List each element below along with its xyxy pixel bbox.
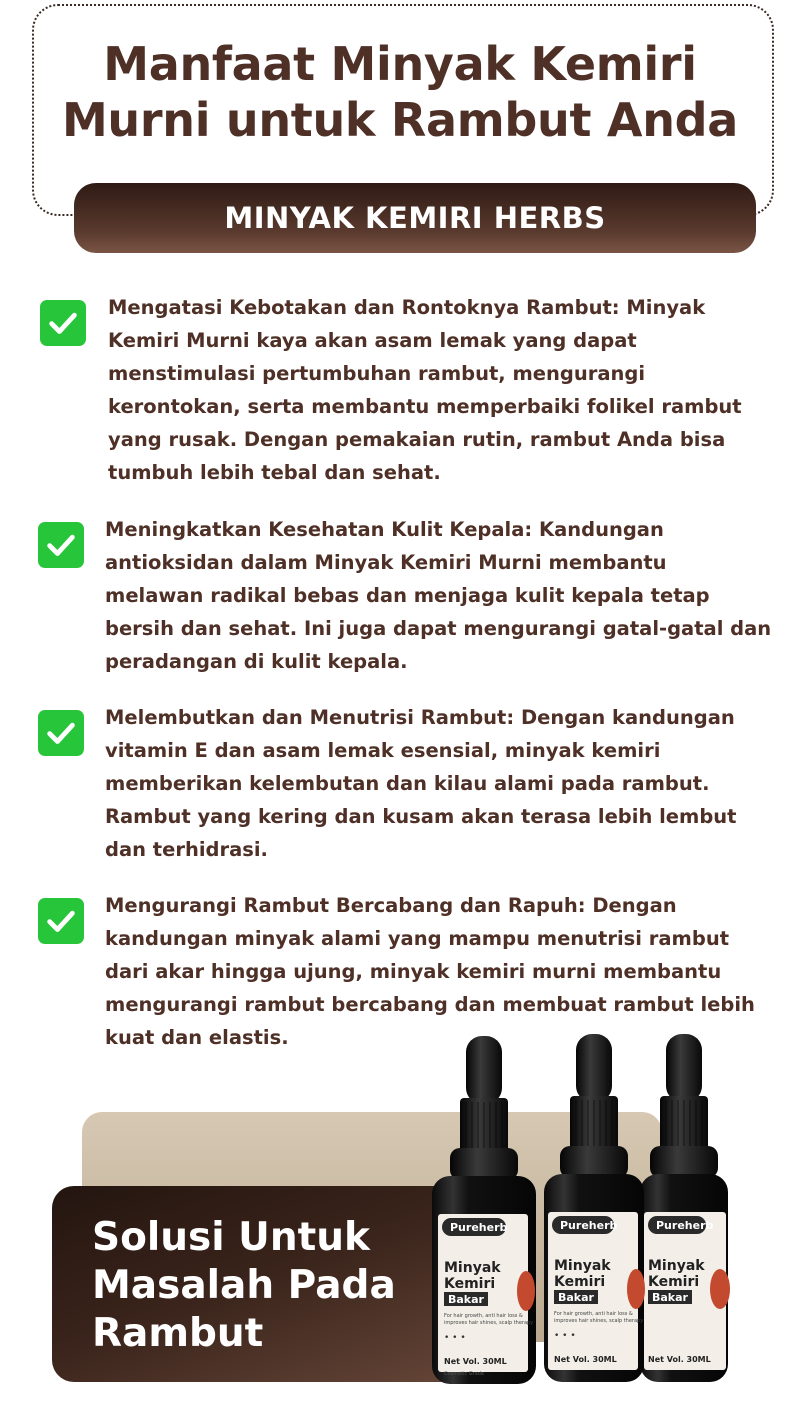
- svg-text:• • •: • • •: [554, 1331, 576, 1341]
- title-line-2: Murni untuk Rambut Anda: [61, 93, 739, 147]
- svg-text:Net Vol. 30ML: Net Vol. 30ML: [554, 1355, 617, 1364]
- benefit-text-2: Meningkatkan Kesehatan Kulit Kepala: Kandungan antioksidan dalam Minyak Kemiri Murni membantu melawan radikal bebas dan menjaga kulit kepala tetap bersih dan sehat. Ini juga dapat mengurangi gatal-gatal dan peradangan di kulit kepala.: [105, 518, 772, 673]
- svg-text:• • •: • • •: [444, 1333, 466, 1343]
- svg-text:Kemiri: Kemiri: [554, 1274, 606, 1290]
- svg-text:improves hair shines, scalp th: improves hair shines, scalp therapy: [554, 1318, 644, 1324]
- product-bottle: [540, 1034, 648, 1384]
- svg-text:Pureherb: Pureherb: [656, 1219, 714, 1232]
- checkmark-icon: [40, 300, 86, 346]
- benefit-text-1: Mengatasi Kebotakan dan Rontoknya Rambut: Minyak Kemiri Murni kaya akan asam lemak yang dapat menstimulasi pertumbuhan rambut, mengurangi kerontokan, serta membantu memperbaiki folikel rambut yang rusak. Dengan pemakaian rutin, rambut Anda bisa tumbuh lebih tebal dan sehat.: [108, 296, 742, 484]
- svg-text:Pureherb: Pureherb: [560, 1219, 618, 1232]
- solution-heading: Solusi Untuk Masalah Pada Rambut: [92, 1215, 396, 1356]
- svg-text:For hair growth, anti hair los: For hair growth, anti hair loss &: [444, 1313, 523, 1319]
- brand-banner: [74, 183, 756, 253]
- page-title: [20, 36, 780, 148]
- svg-text:Minyak: Minyak: [648, 1258, 705, 1274]
- title-line-1: Manfaat Minyak Kemiri: [103, 37, 697, 91]
- svg-text:Kemiri: Kemiri: [444, 1276, 496, 1292]
- svg-text:Bakar: Bakar: [652, 1291, 688, 1304]
- svg-text:For hair growth, anti hair los: For hair growth, anti hair loss &: [554, 1311, 633, 1317]
- benefit-text-3: Melembutkan dan Menutrisi Rambut: Dengan kandungan vitamin E dan asam lemak esensial, minyak kemiri memberikan kelembutan dan kilau alami pada rambut. Rambut yang kering dan kusam akan terasa lebih lembut dan terhidrasi.: [105, 706, 737, 861]
- svg-text:Bakar: Bakar: [448, 1293, 484, 1306]
- checkmark-icon: [38, 522, 84, 568]
- checkmark-icon: [38, 710, 84, 756]
- svg-text:Pureherb: Pureherb: [450, 1221, 508, 1234]
- benefit-text-4: Mengurangi Rambut Bercabang dan Rapuh: Dengan kandungan minyak alami yang mampu menutrisi rambut dari akar hingga ujung, minyak kemiri murni membantu mengurangi rambut bercabang dan membuat rambut lebih kuat dan elastis.: [105, 894, 755, 1049]
- product-bottle: [428, 1036, 540, 1386]
- svg-text:Minyak: Minyak: [444, 1260, 501, 1276]
- checkmark-icon: [38, 898, 84, 944]
- svg-text:Net Vol. 30ML: Net Vol. 30ML: [444, 1357, 507, 1366]
- svg-text:Net Vol. 30ML: Net Vol. 30ML: [648, 1355, 711, 1364]
- brand-banner-label: MINYAK KEMIRI HERBS: [224, 201, 606, 235]
- svg-text:Cosmetic Grade: Cosmetic Grade: [444, 1371, 485, 1377]
- svg-text:Bakar: Bakar: [558, 1291, 594, 1304]
- svg-text:improves hair shines, scalp th: improves hair shines, scalp therapy: [444, 1320, 534, 1326]
- svg-text:Minyak: Minyak: [554, 1258, 611, 1274]
- svg-text:Kemiri: Kemiri: [648, 1274, 700, 1290]
- product-bottle: [636, 1034, 732, 1384]
